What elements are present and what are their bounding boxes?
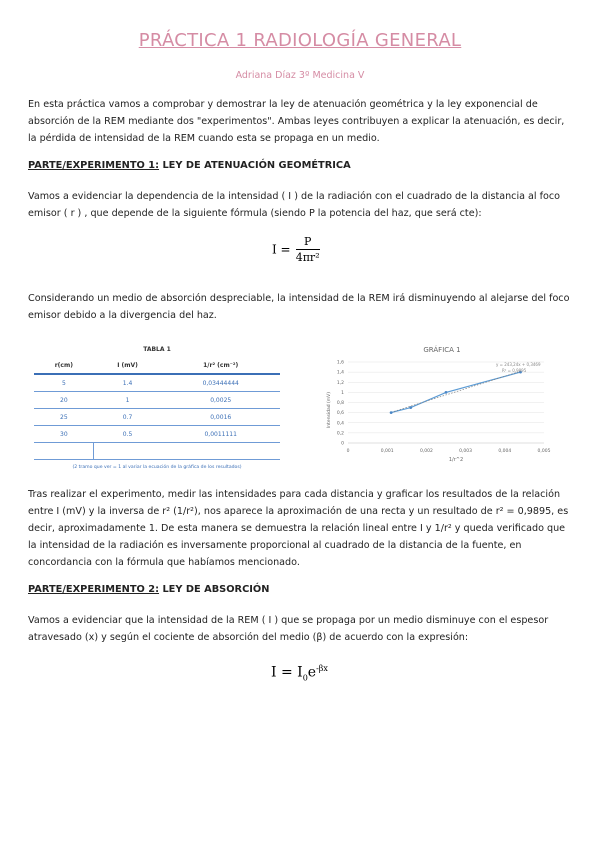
y-tick-label: 0,4 <box>336 421 344 427</box>
section1-paragraph1: Vamos a evidenciar la dependencia de la intensidad ( I ) de la radiación con el cuadrado de la distancia al foco emisor ( r ) , que depende de la siguiente fórmula (siendo P la potencia del haz, que será cte): <box>28 191 561 219</box>
author-line: Adriana Díaz 3º Medicina V <box>235 70 365 81</box>
y-tick-label: 1,2 <box>336 380 344 386</box>
table-cell: 5 <box>61 379 66 387</box>
table-row <box>34 443 280 460</box>
y-tick-label: 0,2 <box>336 431 344 437</box>
table-1-figure <box>34 346 280 470</box>
intro-paragraph: En esta práctica vamos a comprobar y demostrar la ley de atenuación geométrica y la ley exponencial de absorción de la REM mediante dos "experimentos". Ambas leyes contribuyen a explicar la atenuación, es decir, la pérdida de intensidad de la REM cuando esta se propaga en un medio. <box>28 99 565 144</box>
section2-paragraph1: Vamos a evidenciar que la intensidad de la REM ( I ) que se propaga por un medio disminuye con el espesor atravesado (x) y según el cociente de absorción del medio (β) de acuerdo con la expresión: <box>28 615 549 643</box>
section2-label: PARTE/EXPERIMENTO 2: <box>28 584 160 595</box>
chart-annotation-equation: y = 243,24x + 0,3469 <box>496 362 541 367</box>
y-tick-label: 0,8 <box>336 401 344 406</box>
table-cell: 30 <box>60 430 68 438</box>
table-cell: 1.4 <box>122 379 133 387</box>
formula2-subscript: 0 <box>302 673 308 683</box>
section1-paragraph3: Tras realizar el experimento, medir las intensidades para cada distancia y graficar los resultados de la relación entre I (mV) y la inversa de r² (1/r²), nos aparece la aproximación de una recta y un resultado de r² = 0,9895, es decir, aproximadamente 1. De esta manera se demuestra la relación lineal entre I y 1/r² y queda verificado que la intensidad de la radiación es inversamente proporcional al cuadrado de la distancia de la fuente, en concordancia con la fórmula que habíamos mencionado. <box>28 489 569 568</box>
chart-xlabel: 1/r^2 <box>448 457 464 463</box>
table-header-cell: I (mV) <box>117 361 138 369</box>
y-tick-label: 0 <box>341 441 344 447</box>
x-tick-label: 0,002 <box>419 449 433 454</box>
table-header-cell: 1/r² (cm⁻²) <box>203 361 239 369</box>
table-cell: 1 <box>125 396 130 404</box>
table-1 <box>34 357 280 460</box>
table-header-cell: r(cm) <box>54 361 73 369</box>
table-cell: 0.7 <box>122 413 133 421</box>
table-1-title: TABLA 1 <box>143 346 171 353</box>
formula1-lhs: I = <box>272 242 291 257</box>
table-cell: 0,03444444 <box>202 379 239 387</box>
formula1-numerator: P <box>296 235 320 250</box>
data-point <box>409 406 412 409</box>
formula2-exponent: -βx <box>316 664 328 673</box>
y-tick-label: 1,4 <box>336 370 344 376</box>
table-row <box>34 392 280 409</box>
table-row <box>34 374 280 392</box>
formula-inverse-square <box>272 235 320 264</box>
data-point <box>390 411 393 414</box>
x-tick-label: 0,004 <box>498 449 512 454</box>
formula1-fraction <box>296 235 320 264</box>
formula1-denominator: 4πr² <box>295 251 320 264</box>
x-tick-label: 0 <box>346 449 350 454</box>
y-tick-label: 1,6 <box>336 360 344 366</box>
x-tick-label: 0,001 <box>380 449 394 454</box>
x-tick-label: 0,005 <box>537 449 551 454</box>
formula2-lhs: I = I <box>271 664 303 681</box>
table-cell: 0,0025 <box>210 396 232 404</box>
section1-title: LEY DE ATENUACIÓN GEOMÉTRICA <box>159 160 351 171</box>
section2-title: LEY DE ABSORCIÓN <box>159 584 270 595</box>
x-tick-label: 0,003 <box>459 449 473 454</box>
section1-paragraph2: Considerando un medio de absorción despreciable, la intensidad de la REM irá disminuyendo al alejarse del foco emisor debido a la divergencia del haz. <box>28 293 570 321</box>
table-cell: 0.5 <box>122 430 133 438</box>
chart-annotation-r2: R² = 0,9895 <box>502 368 527 373</box>
chart-ylabel: Intensidad (mV) <box>327 391 332 429</box>
table-row <box>34 409 280 426</box>
section1-heading <box>28 160 351 171</box>
table-cell: 20 <box>60 396 68 404</box>
page-title: PRÁCTICA 1 RADIOLOGÍA GENERAL <box>138 30 462 51</box>
formula-absorption <box>271 664 328 682</box>
y-tick-label: 1 <box>341 390 344 396</box>
table-1-note: (2 tramo que ver = 1 al variar la ecuación de la gráfica de los resultados) <box>72 465 242 470</box>
section1-label: PARTE/EXPERIMENTO 1: <box>28 160 160 171</box>
chart-title: GRÁFICA 1 <box>423 346 461 354</box>
table-cell: 25 <box>60 413 68 421</box>
table-row <box>34 426 280 443</box>
section2-heading <box>28 584 269 595</box>
chart-grafica-1 <box>316 340 568 465</box>
table-cell: 0,0011111 <box>204 430 237 438</box>
formula2-base: e <box>307 664 317 681</box>
data-point <box>445 391 448 394</box>
table-cell: 0,0016 <box>210 413 232 421</box>
y-tick-label: 0,6 <box>336 411 344 417</box>
table-header-row <box>34 357 280 374</box>
